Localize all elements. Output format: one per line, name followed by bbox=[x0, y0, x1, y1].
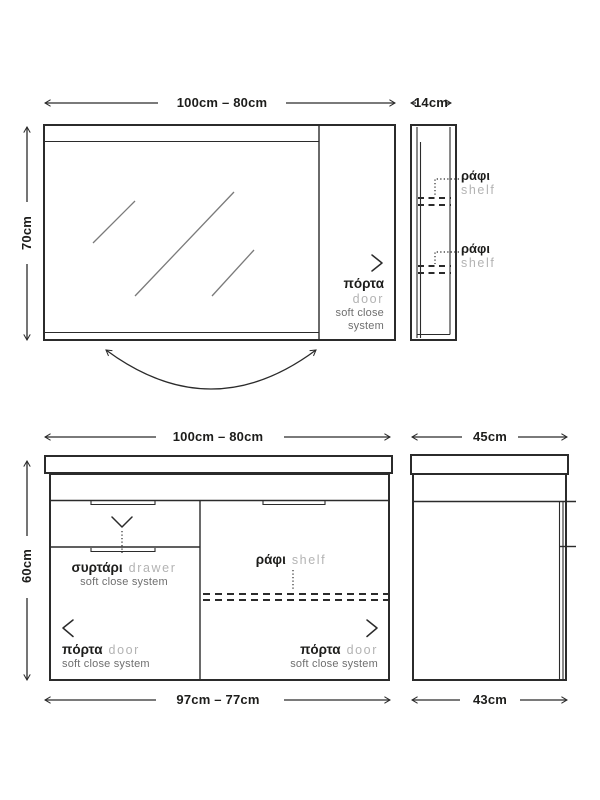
body-outline bbox=[413, 474, 566, 680]
mirror-height-label: 70cm bbox=[19, 215, 34, 251]
door-open-right-chevron-icon bbox=[372, 255, 382, 271]
door-note: soft close system bbox=[62, 658, 150, 670]
shelf-label-greek: ράφι bbox=[461, 168, 490, 183]
vanity-bottom-depth-label: 43cm bbox=[472, 692, 508, 707]
mirror-glare-line bbox=[212, 250, 254, 296]
door-open-left-chevron-icon bbox=[63, 620, 73, 637]
door-label-greek: πόρτα bbox=[62, 642, 103, 657]
mirror-depth-label: 14cm bbox=[413, 95, 449, 110]
drawer-label-greek: συρτάρι bbox=[71, 560, 123, 575]
shelf-label-greek: ράφι bbox=[461, 241, 490, 256]
door-handle-groove bbox=[263, 501, 325, 505]
vanity-shelf-label bbox=[231, 552, 351, 568]
drawer-note: soft close system bbox=[80, 576, 168, 588]
vanity-bottom-width-label: 97cm – 77cm bbox=[176, 692, 260, 707]
vanity-side-view bbox=[411, 455, 576, 680]
side-outline bbox=[411, 125, 456, 340]
vanity-width-label: 100cm – 80cm bbox=[172, 429, 264, 444]
shelf-label-english: shelf bbox=[461, 182, 496, 197]
door-note-line1: soft close bbox=[335, 307, 384, 319]
mirror-front-view bbox=[44, 125, 395, 389]
mirror-glare-line bbox=[135, 192, 234, 296]
countertop-outline bbox=[411, 455, 568, 474]
drawer-handle-groove bbox=[91, 501, 155, 505]
drawer-handle-groove bbox=[91, 548, 155, 552]
shelf-label-english: shelf bbox=[461, 255, 496, 270]
mirror-shelf2-label bbox=[461, 242, 495, 270]
mirror-width-label: 100cm – 80cm bbox=[176, 95, 268, 110]
mirror-door-label bbox=[336, 276, 384, 332]
mirror-glare-line bbox=[93, 201, 135, 243]
drawer-open-down-chevron-icon bbox=[112, 517, 132, 527]
mirror-shelf1-label bbox=[461, 169, 495, 197]
door-label-greek: πόρτα bbox=[343, 276, 384, 291]
door-label-english: door bbox=[108, 643, 140, 657]
countertop-outline bbox=[45, 456, 392, 473]
shelf-label-english: shelf bbox=[291, 553, 327, 567]
door-label-greek: πόρτα bbox=[300, 642, 341, 657]
mirror-swing-arc bbox=[106, 350, 316, 389]
vanity-right-door-label bbox=[290, 642, 378, 671]
vanity-depth-label: 45cm bbox=[472, 429, 508, 444]
door-open-right-chevron-icon bbox=[367, 620, 377, 637]
door-label-english: door bbox=[346, 643, 378, 657]
mirror-side-view bbox=[411, 125, 459, 340]
door-note-line2: system bbox=[347, 319, 384, 332]
vanity-left-door-label bbox=[62, 642, 150, 671]
door-label-english: door bbox=[352, 292, 384, 306]
vanity-drawer-label bbox=[48, 560, 200, 589]
vanity-height-label: 60cm bbox=[19, 548, 34, 584]
shelf-label-greek: ράφι bbox=[255, 552, 286, 567]
drawer-label-english: drawer bbox=[128, 561, 177, 575]
door-note: soft close system bbox=[290, 658, 378, 670]
